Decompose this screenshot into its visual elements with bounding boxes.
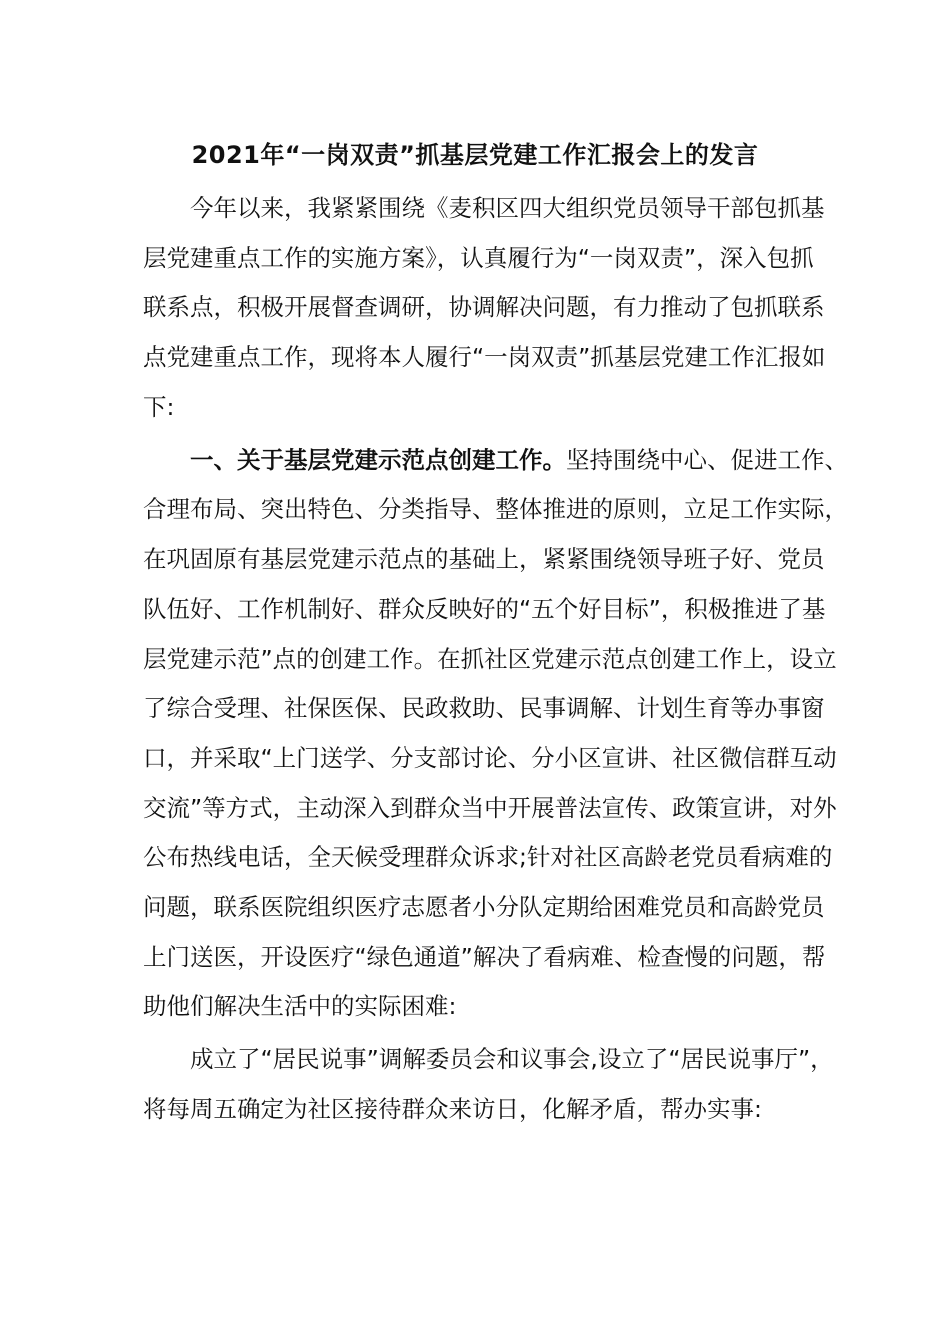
- text-line: 上门送医，开设医疗“绿色通道”解决了看病难、检查慢的问题，帮: [143, 943, 826, 971]
- text-span: 坚持围绕中心、促进工作、: [566, 446, 848, 474]
- text-line: [143, 445, 870, 475]
- text-line: 口，并采取“上门送学、分支部讨论、分小区宣讲、社区微信群互动: [143, 744, 837, 772]
- text-line: 交流”等方式，主动深入到群众当中开展普法宣传、政策宣讲，对外: [143, 794, 837, 822]
- text-line: 联系点，积极开展督查调研，协调解决问题，有力推动了包抓联系: [143, 293, 825, 321]
- text-line: 点党建重点工作，现将本人履行“一岗双责”抓基层党建工作汇报如: [143, 343, 826, 371]
- document-title: 2021年“一岗双责”抓基层党建工作汇报会上的发言: [191, 141, 759, 169]
- text-line: 合理布局、突出特色、分类指导、整体推进的原则，立足工作实际，: [143, 495, 848, 523]
- text-line: 下:: [143, 393, 175, 421]
- text-line: 公布热线电话，全天候受理群众诉求;针对社区高龄老党员看病难的: [143, 843, 833, 871]
- text-line: 层党建重点工作的实施方案》，认真履行为“一岗双责”，深入包抓: [143, 244, 814, 272]
- text-line: 队伍好、工作机制好、群众反映好的“五个好目标”，积极推进了基: [143, 595, 826, 623]
- text-line: 今年以来，我紧紧围绕《麦积区四大组织党员领导干部包抓基: [190, 194, 825, 222]
- text-line: 在巩固原有基层党建示范点的基础上，紧紧围绕领导班子好、党员: [143, 545, 825, 573]
- text-line: 成立了“居民说事”调解委员会和议事会,设立了“居民说事厅”，: [190, 1045, 834, 1073]
- section-heading: 一、关于基层党建示范点创建工作。: [190, 446, 566, 474]
- text-line: 问题，联系医院组织医疗志愿者小分队定期给困难党员和高龄党员: [143, 893, 825, 921]
- text-line: 了综合受理、社保医保、民政救助、民事调解、计划生育等办事窗: [143, 694, 825, 722]
- text-line: 助他们解决生活中的实际困难:: [143, 992, 457, 1020]
- text-line: 将每周五确定为社区接待群众来访日，化解矛盾，帮办实事:: [143, 1095, 762, 1123]
- text-line: 层党建示范”点的创建工作。在抓社区党建示范点创建工作上，设立: [143, 645, 837, 673]
